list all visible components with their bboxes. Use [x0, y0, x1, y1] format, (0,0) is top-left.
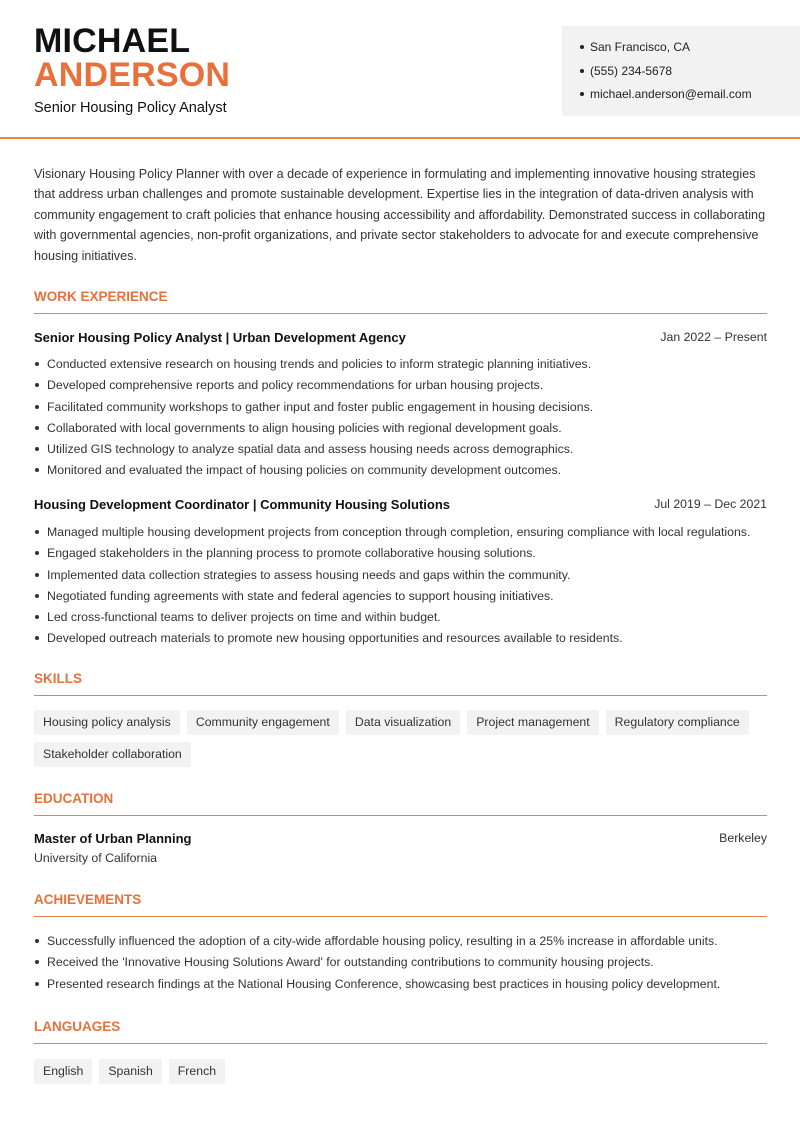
skill-tag: Data visualization: [346, 710, 460, 735]
language-tag: French: [169, 1059, 225, 1084]
job-header: [34, 330, 767, 348]
skills-list: [34, 710, 774, 774]
contact-phone[interactable]: (555) 234-5678: [580, 63, 752, 87]
list-item: Presented research findings at the National Housing Conference, showcasing best practices in housing policy development.: [34, 976, 774, 997]
achievements-list: [34, 933, 774, 997]
job-dates: Jan 2022 – Present: [660, 330, 767, 344]
contact-email[interactable]: michael.anderson@email.com: [580, 86, 752, 110]
job-bullets: [34, 524, 774, 652]
job-bullets: [34, 356, 774, 484]
skill-tag: Community engagement: [187, 710, 339, 735]
education-location: Berkeley: [719, 831, 767, 845]
list-item: Implemented data collection strategies to assess housing needs and gaps within the community.: [34, 567, 774, 588]
last-name: ANDERSON: [34, 56, 231, 94]
list-item: Conducted extensive research on housing trends and policies to inform strategic planning initiatives.: [34, 356, 774, 377]
list-item: Developed outreach materials to promote new housing opportunities and resources available to residents.: [34, 630, 774, 651]
languages-heading: LANGUAGES: [34, 1019, 767, 1044]
education-school: University of California: [34, 851, 158, 865]
languages-list: [34, 1059, 774, 1091]
skill-tag: Housing policy analysis: [34, 710, 180, 735]
list-item: Managed multiple housing development projects from conception through completion, ensuring compliance with local regulations.: [34, 524, 774, 545]
list-item: Monitored and evaluated the impact of housing policies on community development outcomes.: [34, 462, 774, 483]
skill-tag: Regulatory compliance: [606, 710, 749, 735]
contact-box: [562, 26, 800, 116]
education-degree: Master of Urban Planning: [34, 831, 192, 846]
language-tag: Spanish: [99, 1059, 161, 1084]
list-item: Received the 'Innovative Housing Solutions Award' for outstanding contributions to community housing projects.: [34, 954, 774, 975]
list-item: Negotiated funding agreements with state and federal agencies to support housing initiatives.: [34, 588, 774, 609]
list-item: Facilitated community workshops to gather input and foster public engagement in housing decisions.: [34, 399, 774, 420]
list-item: Utilized GIS technology to analyze spatial data and assess housing needs across demographics.: [34, 441, 774, 462]
job-role: Housing Development Coordinator | Community Housing Solutions: [34, 497, 451, 512]
list-item: Engaged stakeholders in the planning process to promote collaborative housing solutions.: [34, 545, 774, 566]
job-title: Senior Housing Policy Analyst: [34, 100, 227, 116]
skill-tag: Stakeholder collaboration: [34, 742, 191, 767]
work-experience-heading: WORK EXPERIENCE: [34, 289, 767, 314]
skill-tag: Project management: [467, 710, 598, 735]
job-role: Senior Housing Policy Analyst | Urban Development Agency: [34, 330, 406, 345]
skills-heading: SKILLS: [34, 671, 767, 696]
contact-location: San Francisco, CA: [580, 39, 752, 63]
job-header: [34, 497, 767, 515]
list-item: Collaborated with local governments to align housing policies with regional development goals.: [34, 420, 774, 441]
language-tag: English: [34, 1059, 92, 1084]
achievements-heading: ACHIEVEMENTS: [34, 892, 767, 917]
summary: Visionary Housing Policy Planner with over a decade of experience in formulating and implementing innovative housing strategies that address urban challenges and promote sustainable development. Expertise lies in the integration of data-driven analysis with community engagement to craft policies that enhance housing accessibility and affordability. Demonstrated success in collaborating with governmental agencies, non-profit organizations, and private sector stakeholders to advocate for and execute comprehensive housing initiatives.: [34, 167, 766, 263]
list-item: Successfully influenced the adoption of a city-wide affordable housing policy, resulting in a 25% increase in affordable units.: [34, 933, 774, 954]
job-dates: Jul 2019 – Dec 2021: [654, 497, 767, 511]
contact-list: [580, 39, 752, 110]
first-name: MICHAEL: [34, 22, 191, 60]
list-item: Developed comprehensive reports and policy recommendations for urban housing projects.: [34, 377, 774, 398]
resume-header: [0, 0, 800, 139]
education-heading: EDUCATION: [34, 791, 767, 816]
list-item: Led cross-functional teams to deliver projects on time and within budget.: [34, 609, 774, 630]
